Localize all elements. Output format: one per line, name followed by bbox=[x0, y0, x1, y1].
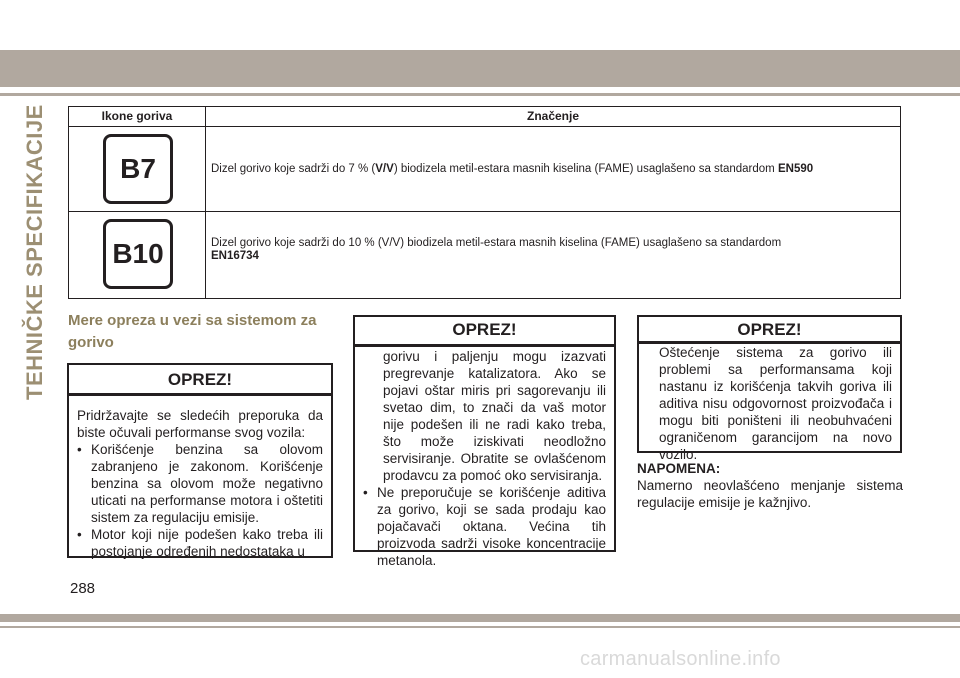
warning-intro: Pridržavajte se sledećih preporuka da biste očuvali performanse svog vozila: bbox=[77, 408, 323, 440]
note bbox=[637, 460, 903, 511]
meaning-cell bbox=[211, 237, 891, 263]
icon-cell bbox=[69, 127, 206, 211]
chapter-side-title: TEHNIČKE SPECIFIKACIJE bbox=[22, 104, 47, 400]
warning-title: OPREZ! bbox=[639, 317, 900, 344]
header-rule bbox=[0, 93, 960, 96]
footer-rule bbox=[0, 626, 960, 628]
meaning-cell bbox=[211, 163, 891, 176]
note-text: Namerno neovlašćeno menjanje sistema regulacije emisije je kažnjivo. bbox=[637, 478, 903, 510]
page-number: 288 bbox=[70, 580, 96, 597]
warning-box bbox=[353, 315, 616, 568]
list-item: • Korišćenje benzina sa olovom zabranjeno je zakonom. Korišćenje benzina sa olovom može negativno uticati na performanse motora i oštetiti sistem za regulaciju emisije. bbox=[77, 441, 323, 526]
warning-text: Oštećenje sistema za gorivo ili problemi sa performansama koji nastanu iz korišćenja takvih goriva ili aditiva nisu odgovornost proizvođača i mogu biti poništeni ili neobuhvaćeni ograničenom garancijom na novo vozilo. bbox=[659, 345, 892, 462]
b10-fuel-icon: B10 bbox=[103, 219, 173, 289]
meaning-text: Dizel gorivo koje sadrži do 7 % ( bbox=[211, 163, 376, 175]
footer-band bbox=[0, 614, 960, 622]
warning-continuation: gorivu i paljenju mogu izazvati pregrevanje katalizatora. Ako se pojavi oštar miris pri sagorevanju ili svetao dim, to znači da vaš motor nije podešen ili ne radi kako treba, što može iziskivati neodložno servisiranje. Obratite se ovlašćenom prodavcu za pomoć oko servisiranja. bbox=[383, 349, 606, 483]
warning-body bbox=[639, 344, 900, 463]
warning-box bbox=[637, 315, 902, 462]
table-row bbox=[69, 127, 900, 212]
warning-title: OPREZ! bbox=[452, 320, 517, 339]
b7-fuel-icon: B7 bbox=[103, 134, 173, 204]
warning-title: OPREZ! bbox=[69, 365, 331, 396]
warning-box bbox=[67, 363, 333, 558]
table-header bbox=[69, 107, 900, 127]
warning-body bbox=[69, 396, 331, 560]
warning-body bbox=[355, 347, 614, 569]
meaning-text: ) biodizela metil-estara masnih kiselina (FAME) usaglašeno sa standardom bbox=[393, 163, 778, 175]
table-row bbox=[69, 212, 900, 298]
fuel-icons-table bbox=[68, 106, 901, 299]
note-title: NAPOMENA: bbox=[637, 461, 721, 476]
meaning-unit: V/V bbox=[375, 163, 394, 175]
column-header-meaning: Značenje bbox=[526, 109, 580, 123]
watermark: carmanualsonline.info bbox=[580, 648, 781, 670]
column-header-icons: Ikone goriva bbox=[69, 107, 206, 126]
standard-code: EN590 bbox=[777, 163, 814, 175]
section-heading: Mere opreza u vezi sa sistemom za gorivo bbox=[68, 312, 317, 351]
header-band bbox=[0, 50, 960, 87]
icon-cell bbox=[69, 212, 206, 298]
meaning-text: Dizel gorivo koje sadrži do 10 % (V/V) biodizela metil-estara masnih kiselina (FAME) usaglašeno sa standardom bbox=[211, 237, 782, 249]
list-item: • Ne preporučuje se korišćenje aditiva za gorivo, koji se sada prodaju kao pojačavači oktana. Većina tih proizvoda sadrži visoke koncentracije metanola. bbox=[363, 484, 606, 569]
list-item: • Motor koji nije podešen kako treba ili postojanje određenih nedostataka u bbox=[77, 526, 323, 560]
standard-code: EN16734 bbox=[211, 250, 259, 262]
